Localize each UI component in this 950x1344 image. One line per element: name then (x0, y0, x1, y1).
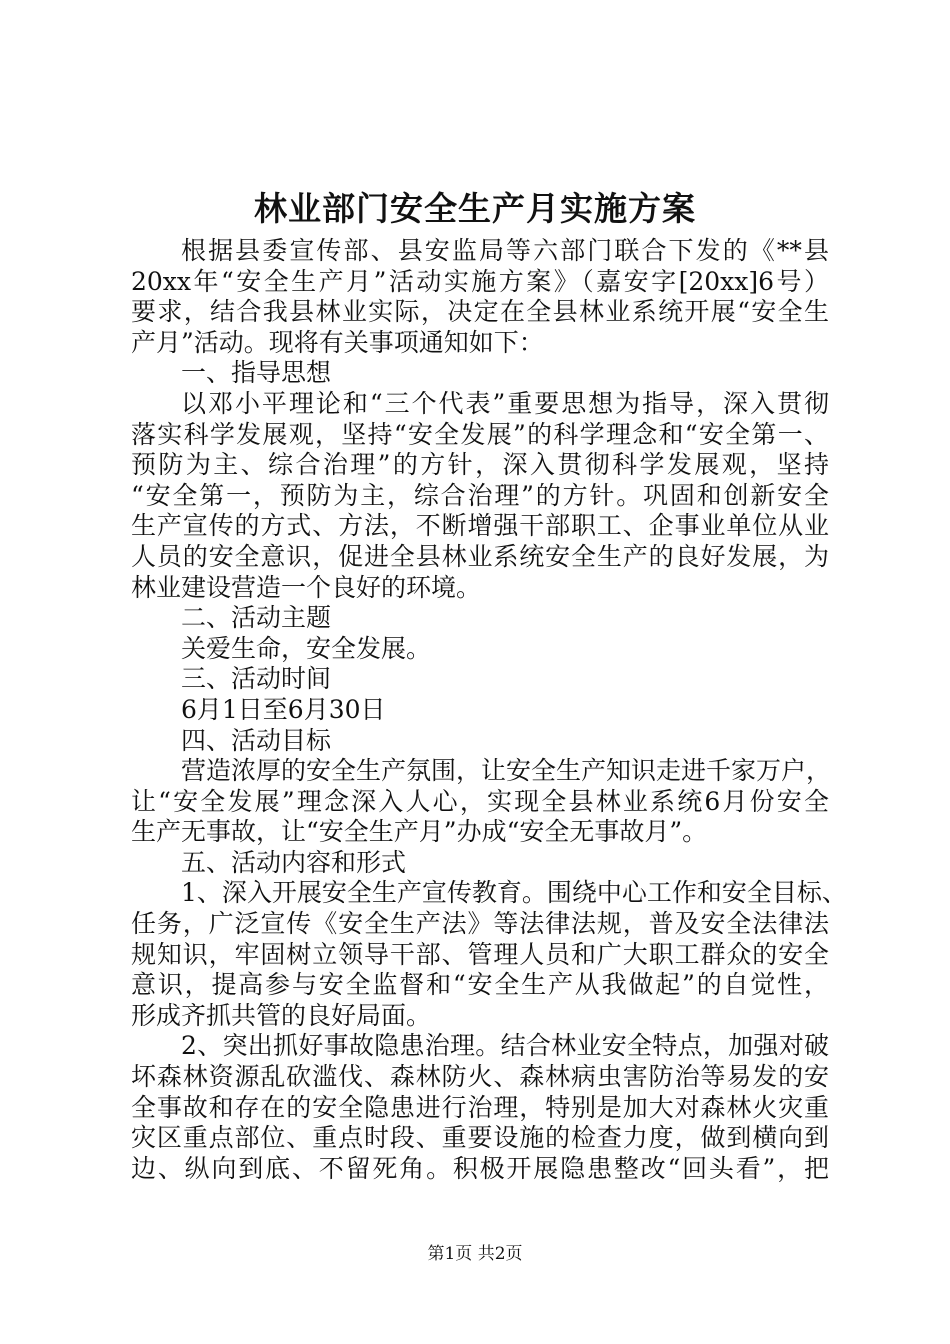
paragraph-line: 1、深入开展安全生产宣传教育。围绕中心工作和安全目标、 (181, 878, 847, 908)
paragraph-line: 营造浓厚的安全生产氛围，让安全生产知识走进千家万户， (181, 756, 832, 786)
paragraph-line: 意识，提高参与安全监督和“安全生产从我做起”的自觉性， (131, 970, 829, 1000)
paragraph-line: 根据县委宣传部、县安监局等六部门联合下发的《**县 (181, 236, 829, 265)
paragraph-line: “安全第一，预防为主，综合治理”的方针。巩固和创新安全 (131, 480, 829, 510)
page-number: 第1页 共2页 (427, 1244, 523, 1264)
paragraph-line: 6月1日至6月30日 (181, 694, 386, 724)
paragraph-line: 2、突出抓好事故隐患治理。结合林业安全特点，加强对破 (181, 1031, 829, 1061)
paragraph-line: 规知识，牢固树立领导干部、管理人员和广大职工群众的安全 (131, 939, 829, 969)
paragraph-line: 灾区重点部位、重点时段、重要设施的检查力度，做到横向到 (131, 1123, 829, 1153)
paragraph-line: 落实科学发展观，坚持“安全发展”的科学理念和“安全第一、 (131, 419, 829, 449)
paragraph-line: 以邓小平理论和“三个代表”重要思想为指导，深入贯彻 (181, 388, 829, 418)
paragraph-line: 全事故和存在的安全隐患进行治理，特别是加大对森林火灾重 (131, 1092, 829, 1122)
paragraph-line: 坏森林资源乱砍滥伐、森林防火、森林病虫害防治等易发的安 (131, 1062, 829, 1092)
section-heading: 三、活动时间 (181, 664, 332, 694)
paragraph-line: 林业建设营造一个良好的环境。 (131, 572, 482, 602)
paragraph-line: 生产宣传的方式、方法，不断增强干部职工、企事业单位从业 (131, 511, 829, 541)
section-heading: 五、活动内容和形式 (181, 847, 407, 877)
document-title: 林业部门安全生产月实施方案 (254, 189, 696, 228)
section-heading: 四、活动目标 (181, 725, 332, 755)
paragraph-line: 生产无事故，让“安全生产月”办成“安全无事故月”。 (131, 817, 708, 847)
paragraph-line: 预防为主、综合治理”的方针，深入贯彻科学发展观，坚持 (131, 450, 829, 480)
paragraph-line: 20xx年“安全生产月”活动实施方案》（嘉安字[20xx]6号） (131, 266, 829, 296)
paragraph-line: 任务，广泛宣传《安全生产法》等法律法规，普及安全法律法 (131, 909, 829, 939)
section-heading: 二、活动主题 (181, 603, 332, 633)
paragraph-line: 产月”活动。现将有关事项通知如下： (131, 327, 544, 357)
paragraph-line: 人员的安全意识，促进全县林业系统安全生产的良好发展，为 (131, 541, 829, 571)
paragraph-line: 形成齐抓共管的良好局面。 (131, 1000, 432, 1030)
paragraph-line: 边、纵向到底、不留死角。积极开展隐患整改“回头看”，把 (131, 1153, 829, 1183)
document-body (131, 236, 847, 1184)
paragraph-line: 要求，结合我县林业实际，决定在全县林业系统开展“安全生 (131, 297, 829, 327)
section-heading: 一、指导思想 (181, 358, 332, 388)
paragraph-line: 让“安全发展”理念深入人心，实现全县林业系统6月份安全 (131, 786, 829, 816)
paragraph-line: 关爱生命，安全发展。 (181, 633, 432, 663)
